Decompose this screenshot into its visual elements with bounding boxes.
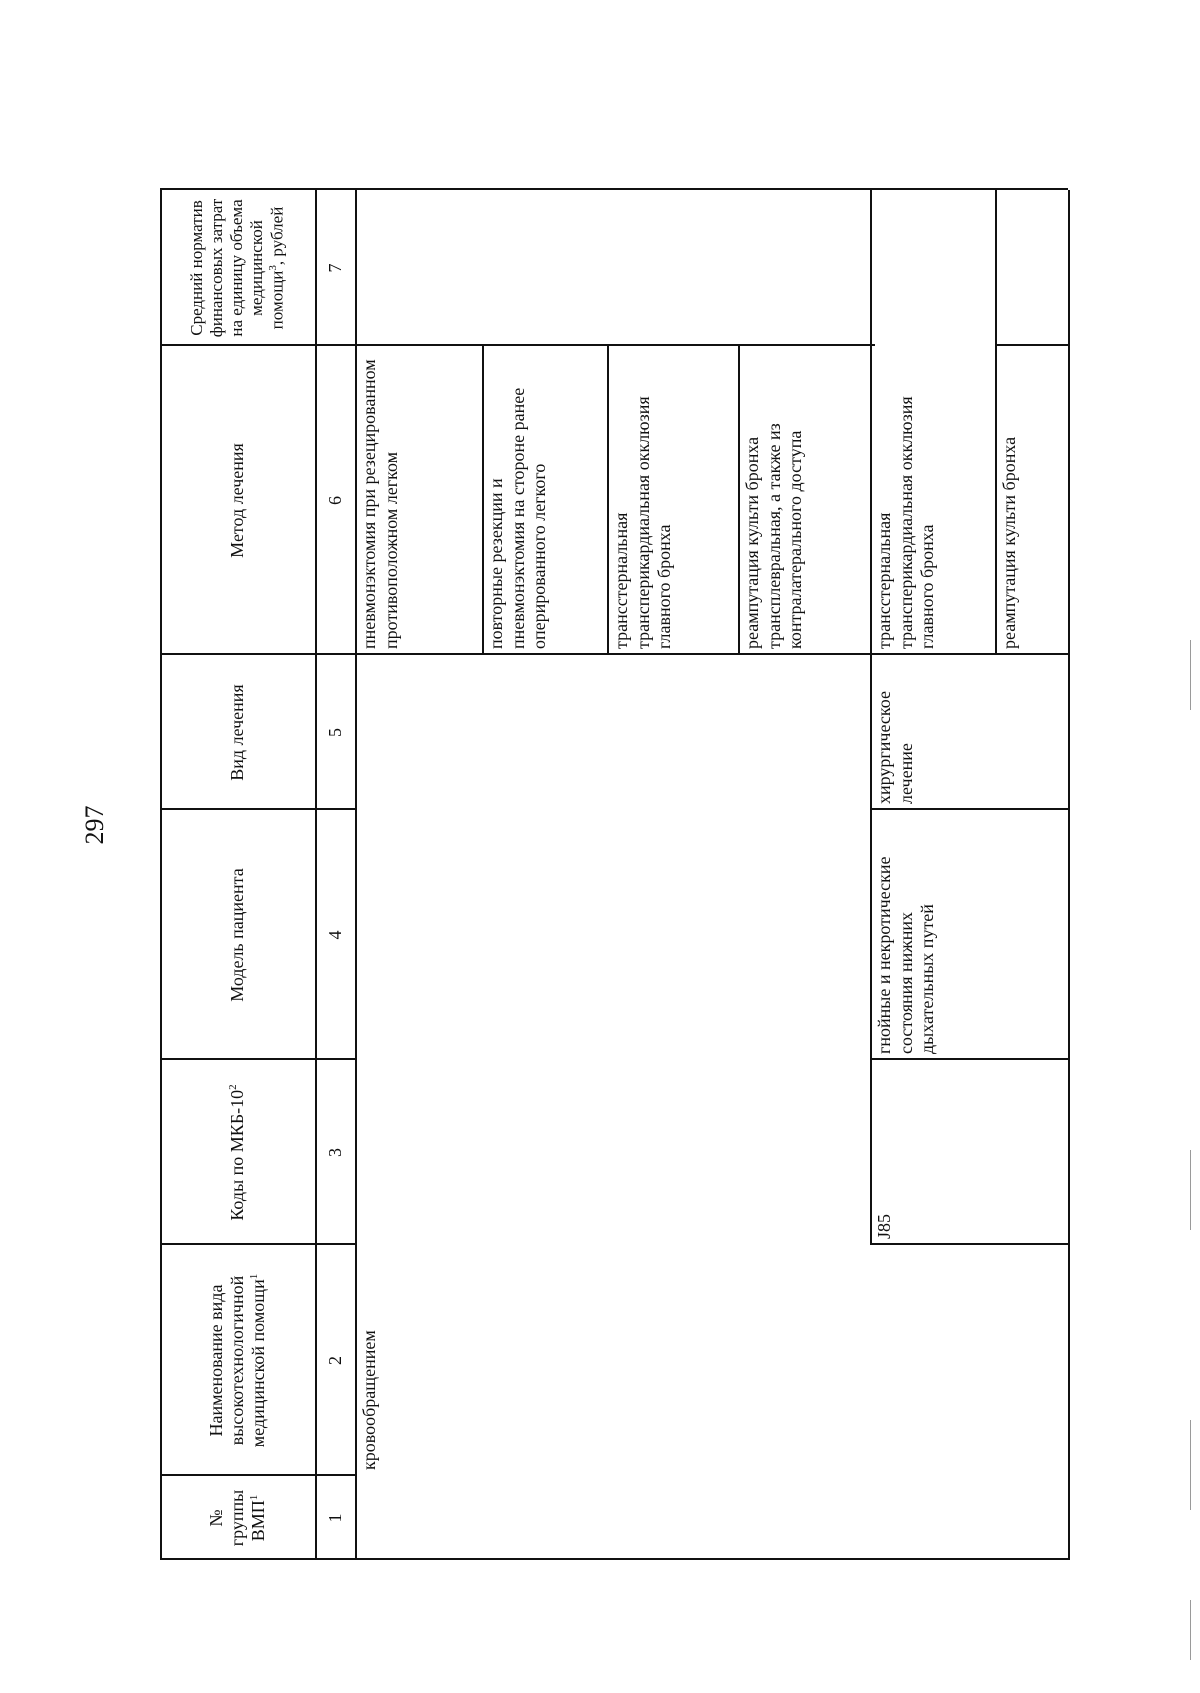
header-average-cost: Средний норматив финансовых затрат на единицу объема медицинской помощи$^3$, рублей — [187, 198, 287, 338]
col-number-4: 4 — [324, 930, 345, 940]
method-cell-4: реампутация культи бронха трансплевральная, а также из контралатерального доступа — [742, 423, 806, 649]
col-number-3: 3 — [324, 1148, 345, 1157]
col-number-6: 6 — [324, 496, 345, 505]
header-treatment-method: Метод лечения — [226, 443, 247, 558]
page-number: 297 — [80, 805, 109, 845]
method-cell-5: трансстернальная трансперикардиальная окклюзия главного бронха — [874, 396, 938, 649]
scan-mark — [1190, 1600, 1191, 1660]
rotated-table-sheet — [80, 90, 1080, 1560]
header-icd-codes: Коды по МКБ-$10^2$ — [226, 1084, 247, 1221]
icd-code-cell: J85 — [874, 1213, 894, 1239]
treatment-type-cell: хирургическое лечение — [874, 691, 916, 804]
vmp-name-continued: кровообращением — [359, 1330, 379, 1470]
header-group-number: № группы ВМП$^1$ — [205, 1489, 269, 1547]
scan-mark — [1190, 640, 1191, 710]
method-cell-6: реампутация культи бронха — [999, 436, 1019, 649]
method-cell-2: повторные резекции и пневмонэктомия на стороне ранее оперированного легкого — [486, 387, 550, 649]
patient-model-cell: гнойные и некротические состояния нижних дыхательных путей — [874, 856, 938, 1054]
col-number-1: 1 — [324, 1513, 345, 1523]
header-treatment-type: Вид лечения — [226, 684, 247, 781]
body-divider-method-left — [355, 653, 1068, 655]
method-cell-1: пневмонэктомия при резецированном противоположном легком — [359, 359, 401, 649]
body-divider-2-3 — [870, 1243, 1068, 1245]
scan-mark — [1190, 1420, 1191, 1510]
header-patient-model: Модель пациента — [226, 868, 247, 1002]
col-number-5: 5 — [324, 728, 345, 737]
header-vmp-name: Наименование вида высокотехнологичной медицинской помощи$^1$ — [205, 1273, 269, 1448]
table-bottom-border — [1068, 190, 1070, 1560]
method-cell-3: трансстернальная трансперикардиальная окклюзия главного бронха — [611, 396, 675, 649]
col-number-7: 7 — [324, 263, 345, 273]
scan-mark — [1190, 1150, 1191, 1230]
col-number-2: 2 — [324, 1356, 345, 1365]
